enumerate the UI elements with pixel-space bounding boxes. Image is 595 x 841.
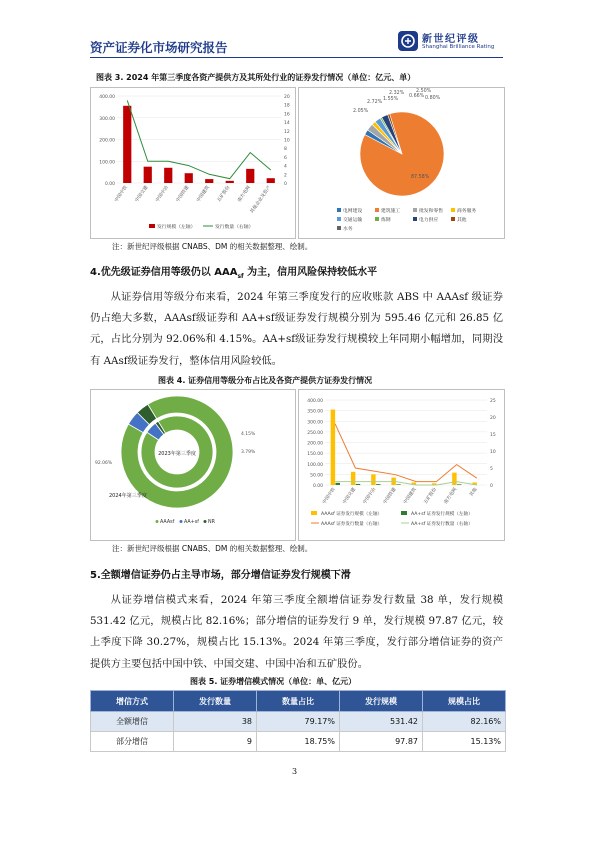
table-header-cell: 发行规模 xyxy=(340,691,423,712)
section-5-heading: 5.全额增信证券仍占主导市场，部分增信证券发行规模下滑 xyxy=(90,570,351,581)
legend-swatch xyxy=(180,520,183,523)
y2-tick-label: 20 xyxy=(490,416,496,421)
figure-4-title: 图表 4. 证券信用等级分布占比及各资产提供方证券发行情况 xyxy=(158,376,373,385)
legend-label: 发行规模（左轴） xyxy=(157,225,196,230)
legend-label: 水务 xyxy=(343,227,353,232)
y2-tick-label: 6 xyxy=(284,155,287,161)
legend-label: NR xyxy=(208,520,215,525)
y2-tick-label: 0 xyxy=(284,182,287,187)
pie-value-label: 2.05% xyxy=(353,109,369,114)
y2-tick-label: 0 xyxy=(490,484,493,489)
x-tick-label: 五矿股份 xyxy=(423,487,439,506)
y-tick-label: 50.00 xyxy=(310,473,323,479)
y2-tick-label: 18 xyxy=(284,103,290,109)
y2-tick-label: 8 xyxy=(284,147,287,153)
y2-tick-label: 25 xyxy=(490,399,496,404)
figure-4-note: 注：新世纪评级根据 CNABS、DM 的相关数据整理、绘制。 xyxy=(112,544,313,553)
legend-label: AA+sf 证券发行数量（右轴） xyxy=(411,522,473,527)
legend-label: 商务服务 xyxy=(457,209,477,214)
y-tick-label: 0.00 xyxy=(104,182,115,187)
bar xyxy=(396,484,400,485)
bar xyxy=(226,181,234,183)
bar xyxy=(123,106,131,183)
x-tick-label: 中国交建 xyxy=(342,487,358,506)
figure-3-bar-chart xyxy=(90,87,296,239)
table-cell: 15.13% xyxy=(423,732,506,752)
bar xyxy=(336,483,340,485)
section-4-paragraph: 从证券信用等级分布来看，2024 年第三季度发行的应收账款 ABS 中 AAAsf 级证券仍占绝大多数，AAAsf级证券和 AA+sf级证券发行规模分别为 595.46 亿元和 26.85 亿元，占比分别为 92.06%和 4.15%。AA+sf级证券发行规模较上年同期小幅增加，同期没有 AAsf级证券发行，整体信用风险较低。 xyxy=(90,291,503,367)
legend-label: 电网建设 xyxy=(343,209,363,214)
legend-swatch xyxy=(401,511,407,515)
bar xyxy=(376,484,380,485)
legend-swatch xyxy=(375,208,379,212)
table-header-cell: 规模占比 xyxy=(423,691,506,712)
legend-label: 其他 xyxy=(457,218,467,223)
figure-4-combo-chart xyxy=(298,389,505,541)
figure-3-pie-chart xyxy=(298,87,505,239)
bar xyxy=(144,167,152,183)
donut-value-label: 4.15% xyxy=(241,432,256,437)
bar xyxy=(452,473,456,485)
pie-value-label: 87.58% xyxy=(411,175,430,180)
table-header-cell: 数量占比 xyxy=(257,691,340,712)
legend-label: AA+sf 证券发行规模（左轴） xyxy=(411,512,473,517)
legend-swatch xyxy=(204,520,207,523)
x-tick-label: 中国铁建 xyxy=(382,487,398,506)
donut-value-label: 92.06% xyxy=(95,461,113,466)
bar xyxy=(205,179,213,183)
y2-tick-label: 5 xyxy=(490,467,493,472)
bar xyxy=(267,178,275,183)
y2-tick-label: 2 xyxy=(284,173,287,179)
bar xyxy=(457,484,461,485)
legend-label: 交通运输 xyxy=(343,218,363,223)
x-tick-label: 中国交建 xyxy=(134,185,150,204)
table-header-cell: 发行数量 xyxy=(174,691,257,712)
table-cell: 82.16% xyxy=(423,712,506,732)
figure-3-note: 注：新世纪评级根据 CNABS、DM 的相关数据整理、绘制。 xyxy=(112,242,313,251)
x-tick-label: 中国建筑 xyxy=(403,487,418,506)
pie-value-label: 2.50% xyxy=(416,89,432,94)
y-tick-label: 400.00 xyxy=(307,399,323,404)
logo-english-name: Shanghai Brilliance Rating xyxy=(422,44,495,50)
x-tick-label: 中国铁建 xyxy=(175,185,191,204)
company-logo-icon xyxy=(398,31,418,51)
pie-value-label: 0.80% xyxy=(425,96,441,101)
y-tick-label: 100.00 xyxy=(307,462,323,468)
table-cell: 18.75% xyxy=(257,732,340,752)
legend-label: 电力供应 xyxy=(419,218,439,223)
y2-tick-label: 16 xyxy=(284,112,290,118)
bar xyxy=(246,169,254,183)
y2-tick-label: 20 xyxy=(284,95,290,100)
bar xyxy=(331,410,335,485)
pie-value-label: 1.55% xyxy=(383,97,399,102)
legend-label: AAAsf xyxy=(160,520,175,525)
x-tick-label: 五矿股份 xyxy=(216,185,232,204)
legend-label: 炼钢 xyxy=(381,218,391,223)
y-tick-label: 200.00 xyxy=(99,138,115,144)
bar xyxy=(185,173,193,183)
x-tick-label: 中国中冶 xyxy=(362,487,378,506)
table-cell: 38 xyxy=(174,712,257,732)
legend-swatch xyxy=(149,224,155,228)
legend-swatch xyxy=(311,511,317,515)
y2-tick-label: 4 xyxy=(284,164,287,170)
y2-tick-label: 10 xyxy=(284,138,290,144)
section-4-heading: 4.优先级证券信用等级仍以 $AAA_{sf}$ 为主，信用风险保持较低水平 xyxy=(90,267,378,280)
logo-chinese-name: 新世纪评级 xyxy=(422,34,480,45)
section-5-paragraph: 从证券增信模式来看，2024 年第三季度全额增信证券发行数量 38 单，发行规模 531.42 亿元，规模占比 82.16%；部分增信的证券发行 9 单，发行规模 97.87 亿元，较上季度下降 30.27%，规模占比 15.13%。2024 年第三季度，发行部分增信证券的资产提供方主要包括中国中铁、中国交建、中国中冶和五矿股份。 xyxy=(90,594,503,670)
y-tick-label: 300.00 xyxy=(99,116,115,122)
legend-swatch xyxy=(413,217,417,221)
figure-4-donut-chart xyxy=(90,389,296,541)
table-cell: 531.42 xyxy=(340,712,423,732)
y-tick-label: 300.00 xyxy=(307,420,323,426)
legend-swatch xyxy=(337,226,341,230)
y-tick-label: 100.00 xyxy=(99,160,115,166)
bar xyxy=(164,168,172,183)
x-tick-label: 南方电网 xyxy=(443,487,459,506)
table-cell: 全额增信 xyxy=(91,712,174,732)
legend-label: AAAsf 证券发行规模（左轴） xyxy=(321,512,383,517)
table-cell: 79.17% xyxy=(257,712,340,732)
x-tick-label: 中国中冶 xyxy=(155,185,170,204)
pie-value-label: 2.72% xyxy=(367,100,383,105)
inner-ring-label: 2023年第三季度 xyxy=(158,451,196,457)
y2-tick-label: 12 xyxy=(284,129,290,135)
y2-tick-label: 15 xyxy=(490,433,496,438)
bar xyxy=(356,484,360,485)
bar xyxy=(371,474,375,485)
x-tick-label: 南方电网 xyxy=(237,185,252,204)
legend-swatch xyxy=(413,208,417,212)
y2-tick-label: 10 xyxy=(490,450,496,455)
table-header-row xyxy=(91,691,506,712)
x-tick-label: 其他企业及资产 xyxy=(249,185,273,215)
y-tick-label: 200.00 xyxy=(307,441,323,447)
legend-label: AA+sf xyxy=(184,520,199,525)
bar xyxy=(351,472,355,485)
legend-label: AAAsf 证券发行数量（右轴） xyxy=(321,522,383,527)
table-row xyxy=(91,712,506,732)
table-cell: 97.87 xyxy=(340,732,423,752)
x-tick-label: 中国建筑 xyxy=(196,185,211,204)
donut-value-label: 3.79% xyxy=(241,450,256,455)
legend-swatch xyxy=(451,217,455,221)
table-5 xyxy=(90,690,506,752)
x-tick-label: 其他 xyxy=(469,487,479,498)
legend-swatch xyxy=(156,520,159,523)
legend-swatch xyxy=(375,217,379,221)
legend-swatch xyxy=(451,208,455,212)
outer-ring-label: 2024年第三季度 xyxy=(109,493,147,499)
y-tick-label: 0.00 xyxy=(312,484,323,489)
legend-swatch xyxy=(337,208,341,212)
y-tick-label: 350.00 xyxy=(307,409,323,415)
table-row xyxy=(91,732,506,752)
table-header-cell: 增信方式 xyxy=(91,691,174,712)
x-tick-label: 中国中铁 xyxy=(322,487,337,506)
y-tick-label: 150.00 xyxy=(307,452,323,458)
legend-swatch xyxy=(337,217,341,221)
y2-tick-label: 14 xyxy=(284,121,290,127)
figure-3-title: 图表 3. 2024 年第三季度各资产提供方及其所处行业的证券发行情况（单位：亿元、单） xyxy=(96,73,416,82)
legend-label: 发行数量（右轴） xyxy=(215,225,254,230)
pie-value-label: 2.32% xyxy=(389,91,405,96)
y-tick-label: 250.00 xyxy=(307,430,323,436)
legend-label: 建筑施工 xyxy=(381,209,401,214)
table-cell: 9 xyxy=(174,732,257,752)
page-number: 3 xyxy=(292,767,298,776)
table-5-title: 图表 5. 证券增信模式情况（单位：单、亿元） xyxy=(190,677,357,686)
report-title: 资产证券化市场研究报告 xyxy=(90,40,228,55)
header-divider xyxy=(90,57,503,58)
y-tick-label: 400.00 xyxy=(99,95,115,100)
x-tick-label: 中国中铁 xyxy=(114,185,129,204)
legend-label: 批发和零售 xyxy=(419,209,443,214)
pie-value-label: 0.66% xyxy=(409,94,425,99)
table-cell: 部分增信 xyxy=(91,732,174,752)
